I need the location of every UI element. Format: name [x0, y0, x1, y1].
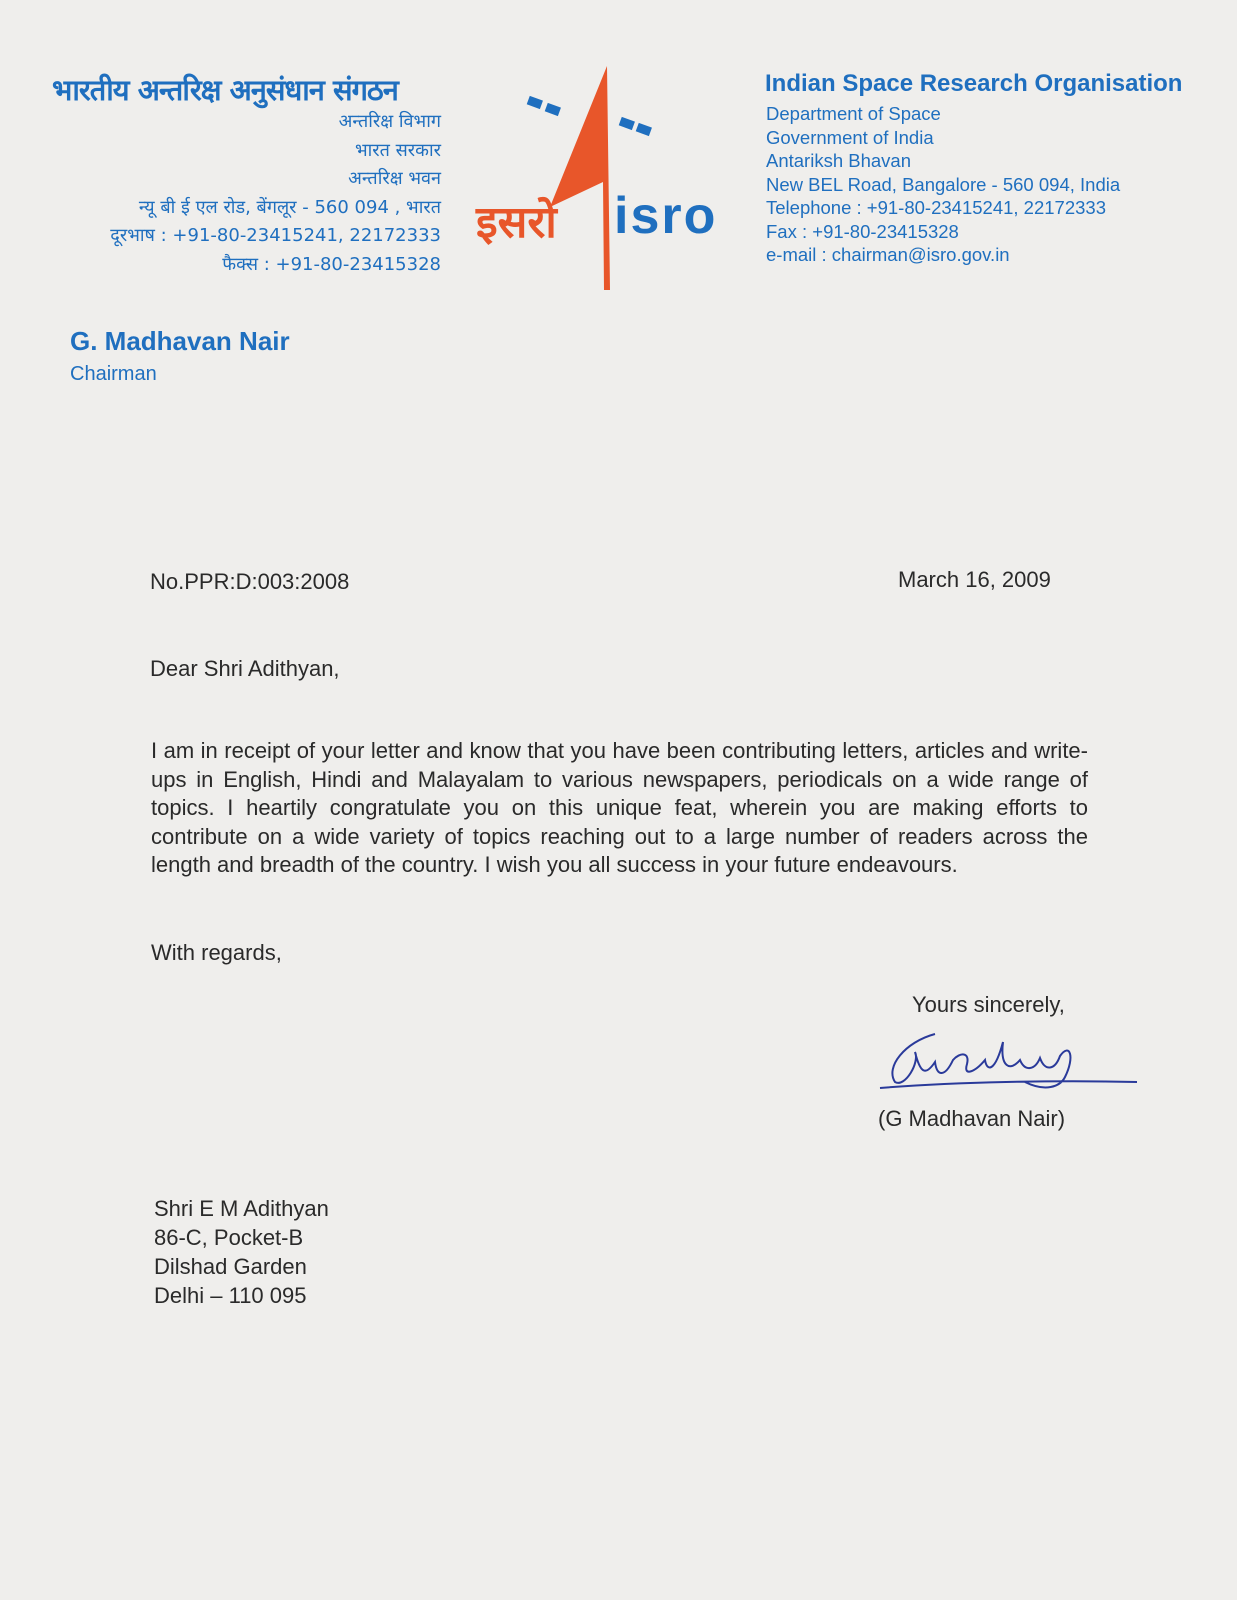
isro-logo [470, 62, 740, 294]
hindi-line: न्यू बी ई एल रोड, बेंगलूर - 560 094 , भारत [138, 196, 441, 218]
signature [875, 1022, 1145, 1097]
logo-english-text: isro [614, 187, 718, 245]
address-line: 86-C, Pocket-B [154, 1225, 304, 1250]
address-line: Shri E M Adithyan [154, 1196, 329, 1221]
hindi-org-title: भारतीय अन्तरिक्ष अनुसंधान संगठन [52, 73, 398, 107]
hindi-line: फैक्स : +91-80-23415328 [222, 253, 441, 275]
english-line: Government of India [766, 126, 934, 148]
letter-date: March 16, 2009 [898, 567, 1051, 592]
english-org-title: Indian Space Research Organisation [765, 70, 1183, 97]
english-line: Department of Space [766, 103, 941, 124]
signature-graphic [875, 1022, 1145, 1097]
letter-body: I am in receipt of your letter and know that you have been contributing letters, articles and write-ups in English, Hindi and Malayalam to various newspapers, periodicals on a wide range of topics. I heartily congratulate you on this unique feat, wherein you are making efforts to contribute on a wide variety of topics reaching out to a large number of readers across the length and breadth of the country. I wish you all success in your future endeavours. [151, 738, 1088, 877]
hindi-line: अन्तरिक्ष भवन [348, 168, 441, 189]
closing: Yours sincerely, [912, 992, 1065, 1017]
reference-number: No.PPR:D:003:2008 [150, 569, 350, 594]
english-line: Antariksh Bhavan [766, 150, 912, 171]
english-line: Telephone : +91-80-23415241, 22172333 [766, 197, 1106, 218]
address-line: Delhi – 110 095 [154, 1283, 307, 1308]
address-line: Dilshad Garden [154, 1254, 307, 1279]
english-line: Fax : +91-80-23415328 [766, 220, 959, 242]
sender-name: G. Madhavan Nair [70, 326, 290, 356]
hindi-line: अन्तरिक्ष विभाग [338, 111, 441, 132]
hindi-address-block [110, 108, 441, 279]
sender-title: Chairman [70, 363, 157, 385]
english-line: New BEL Road, Bangalore - 560 094, India [766, 173, 1121, 195]
english-address-block [766, 102, 1120, 267]
hindi-line: भारत सरकार [354, 139, 441, 161]
email-line: e-mail : chairman@isro.gov.in [766, 244, 1010, 265]
logo-hindi-text: इसरो [476, 197, 557, 248]
signatory-name: (G Madhavan Nair) [878, 1106, 1066, 1131]
recipient-address [154, 1194, 329, 1310]
isro-logo-graphic [470, 62, 740, 294]
hindi-line: दूरभाष : +91-80-23415241, 22172333 [110, 225, 441, 246]
salutation: Dear Shri Adithyan, [150, 656, 340, 681]
regards: With regards, [151, 940, 282, 965]
